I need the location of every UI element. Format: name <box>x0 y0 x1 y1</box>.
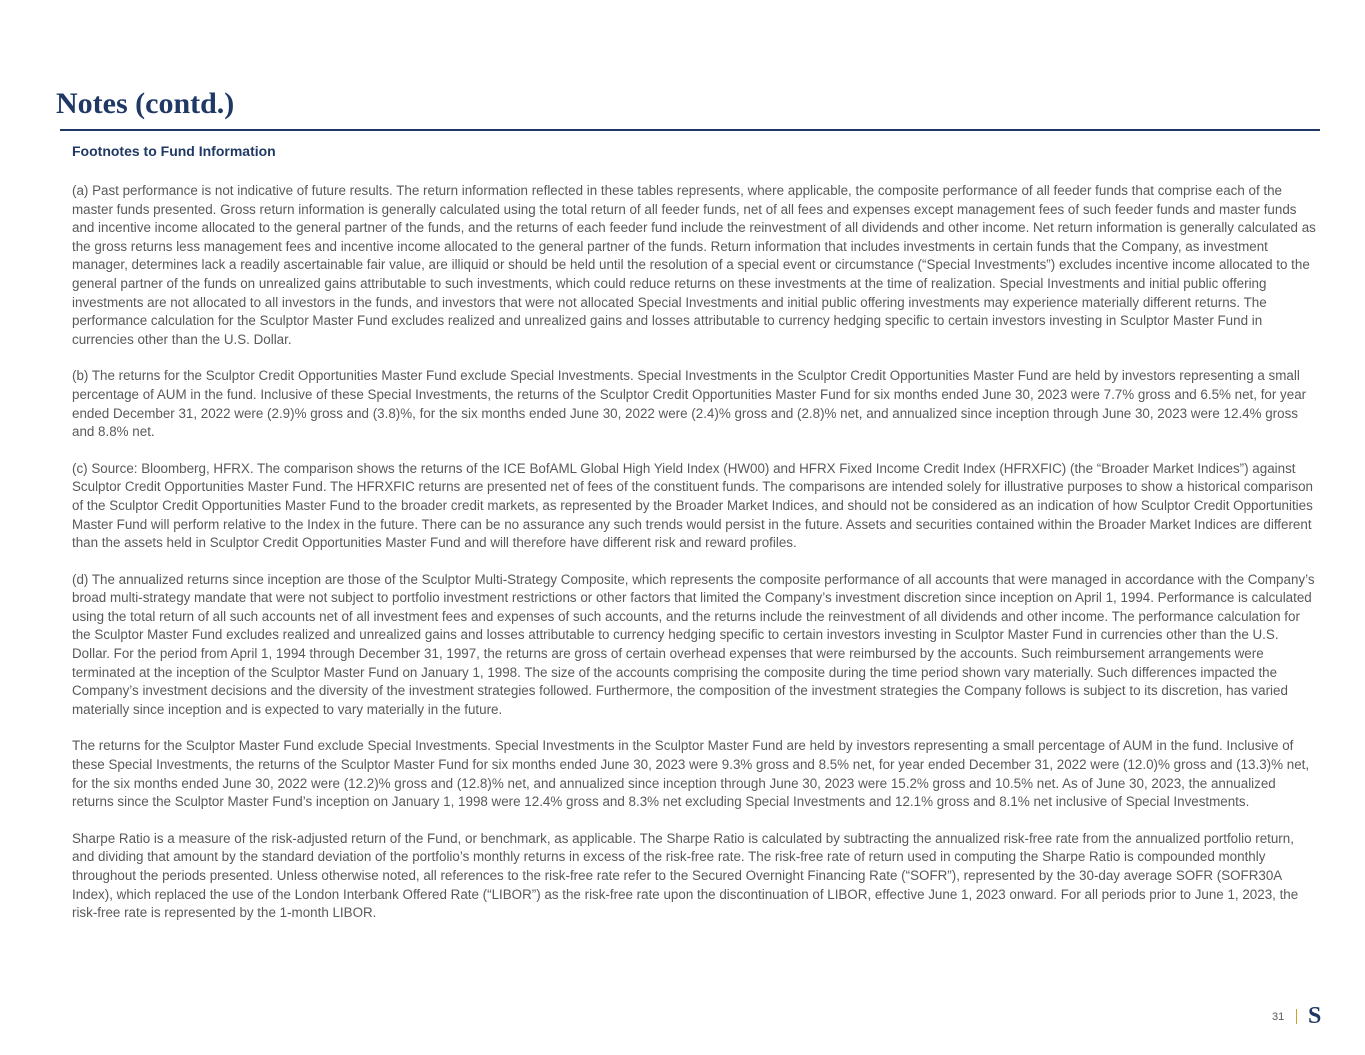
master-fund-note: The returns for the Sculptor Master Fund exclude Special Investments. Special Investments in the Sculptor Master Fund are held by investors representing a small percentage of AUM in the fund. Inclusive of these Special Investments, the returns of the Sculptor Master Fund for six months ended June 30, 2023 were 9.3% gross and 8.5% net, for year ended December 31, 2022 were (12.0)% gross and (13.3)% net, for the six months ended June 30, 2022 were (12.2)% gross and (12.8)% net, and annualized since inception through June 30, 2023 were 15.2% gross and 10.5% net. As of June 30, 2023, the annualized returns since the Sculptor Master Fund’s inception on January 1, 1998 were 12.4% gross and 8.3% net excluding Special Investments and 12.1% gross and 8.1% net inclusive of Special Investments. <box>72 738 1310 810</box>
footer-separator <box>1296 1009 1297 1024</box>
sharpe-ratio-note: Sharpe Ratio is a measure of the risk-adjusted return of the Fund, or benchmark, as applicable. The Sharpe Ratio is calculated by subtracting the annualized risk-free rate from the annualized portfolio return, and dividing that amount by the standard deviation of the portfolio’s monthly returns in excess of the risk-free rate. The risk-free rate of return used in computing the Sharpe Ratio is compounded monthly throughout the periods presented. Unless otherwise noted, all references to the risk-free rate refer to the Secured Overnight Financing Rate (“SOFR”), represented by the 30-day average SOFR (SOFR30A Index), which replaced the use of the London Interbank Offered Rate (“LIBOR”) as the risk-free rate upon the discontinuation of LIBOR, effective June 1, 2023 onward. For all periods prior to June 1, 2023, the risk-free rate is represented by the 1-month LIBOR. <box>72 830 1299 921</box>
footnote-c: (c) Source: Bloomberg, HFRX. The comparison shows the returns of the ICE BofAML Global High Yield Index (HW00) and HFRX Fixed Income Credit Index (HFRXFIC) (the “Broader Market Indices”) against Sculptor Credit Opportunities Master Fund. The HFRXFIC returns are presented net of fees of the constituent funds. The comparisons are intended solely for illustrative purposes to show a historical comparison of the Sculptor Credit Opportunities Master Fund to the broader credit markets, as represented by the Broader Market Indices, and should not be considered as an indication of how Sculptor Credit Opportunities Master Fund will perform relative to the Index in the future. There can be no assurance any such trends would persist in the future. Assets and securities contained within the Broader Market Indices are different than the assets held in Sculptor Credit Opportunities Master Fund and will therefore have different risk and reward profiles. <box>72 460 1313 551</box>
footnotes-section <box>72 142 1316 923</box>
page-number: 31 <box>1272 1011 1285 1023</box>
sculptor-logo-icon: S <box>1308 1003 1322 1029</box>
footnote-d: (d) The annualized returns since inception are those of the Sculptor Multi-Strategy Composite, which represents the composite performance of all accounts that were managed in accordance with the Company’s broad multi-strategy mandate that were not subject to portfolio investment restrictions or other factors that limited the Company’s investment discretion since inception on April 1, 1994. Performance is calculated using the total return of all such accounts net of all investment fees and expenses of such accounts, and the returns include the reinvestment of all dividends and other income. The performance calculation for the Sculptor Master Fund excludes realized and unrealized gains and losses attributable to currency hedging specific to certain investors investing in Sculptor Master Fund in currencies other than the U.S. Dollar. For the period from April 1, 1994 through December 31, 1997, the returns are gross of certain overhead expenses that were reimbursed by the accounts. Such reimbursement arrangements were terminated at the inception of the Sculptor Master Fund on January 1, 1998. The size of the accounts comprising the composite during the time period shown vary materially. Such differences impacted the Company’s investment decisions and the diversity of the investment strategies followed. Furthermore, the composition of the investment strategies the Company follows is subject to its discretion, has varied materially since inception and is expected to vary materially in the future. <box>72 571 1315 717</box>
page-title: Notes (contd.) <box>56 87 235 120</box>
footnote-a: (a) Past performance is not indicative of future results. The return information reflected in these tables represents, where applicable, the composite performance of all feeder funds that comprise each of the master funds presented. Gross return information is generally calculated using the total return of all feeder funds, net of all fees and expenses except management fees of such feeder funds and master funds and incentive income allocated to the general partner of the funds, and the returns of each feeder fund include the reinvestment of all dividends and other income. Net return information is generally calculated as the gross returns less management fees and incentive income allocated to the general partner of the funds. Return information that includes investments in certain funds that the Company, as investment manager, determines lack a readily ascertainable fair value, are illiquid or should be held until the resolution of a special event or circumstance (“Special Investments”) excludes incentive income allocated to the general partner of the funds on unrealized gains attributable to such investments, which could reduce returns on these investments at the time of realization. Special Investments and initial public offering investments are not allocated to all investors in the funds, and investors that were not allocated Special Investments and initial public offering investments may experience materially different returns. The performance calculation for the Sculptor Master Fund excludes realized and unrealized gains and losses attributable to currency hedging specific to certain investors investing in Sculptor Master Fund in currencies other than the U.S. Dollar. <box>72 183 1316 347</box>
title-divider <box>60 129 1320 131</box>
footnote-b: (b) The returns for the Sculptor Credit Opportunities Master Fund exclude Special Investments. Special Investments in the Sculptor Credit Opportunities Master Fund are held by investors representing a small percentage of AUM in the fund. Inclusive of these Special Investments, the returns of the Sculptor Credit Opportunities Master Fund for six months ended June 30, 2023 were 7.7% gross and 6.5% net, for year ended December 31, 2022 were (2.9)% gross and (3.8)%, for the six months ended June 30, 2022 were (2.4)% gross and (2.8)% net, and annualized since inception through June 30, 2023 were 12.4% gross and 8.8% net. <box>72 368 1307 440</box>
section-heading: Footnotes to Fund Information <box>72 143 276 159</box>
